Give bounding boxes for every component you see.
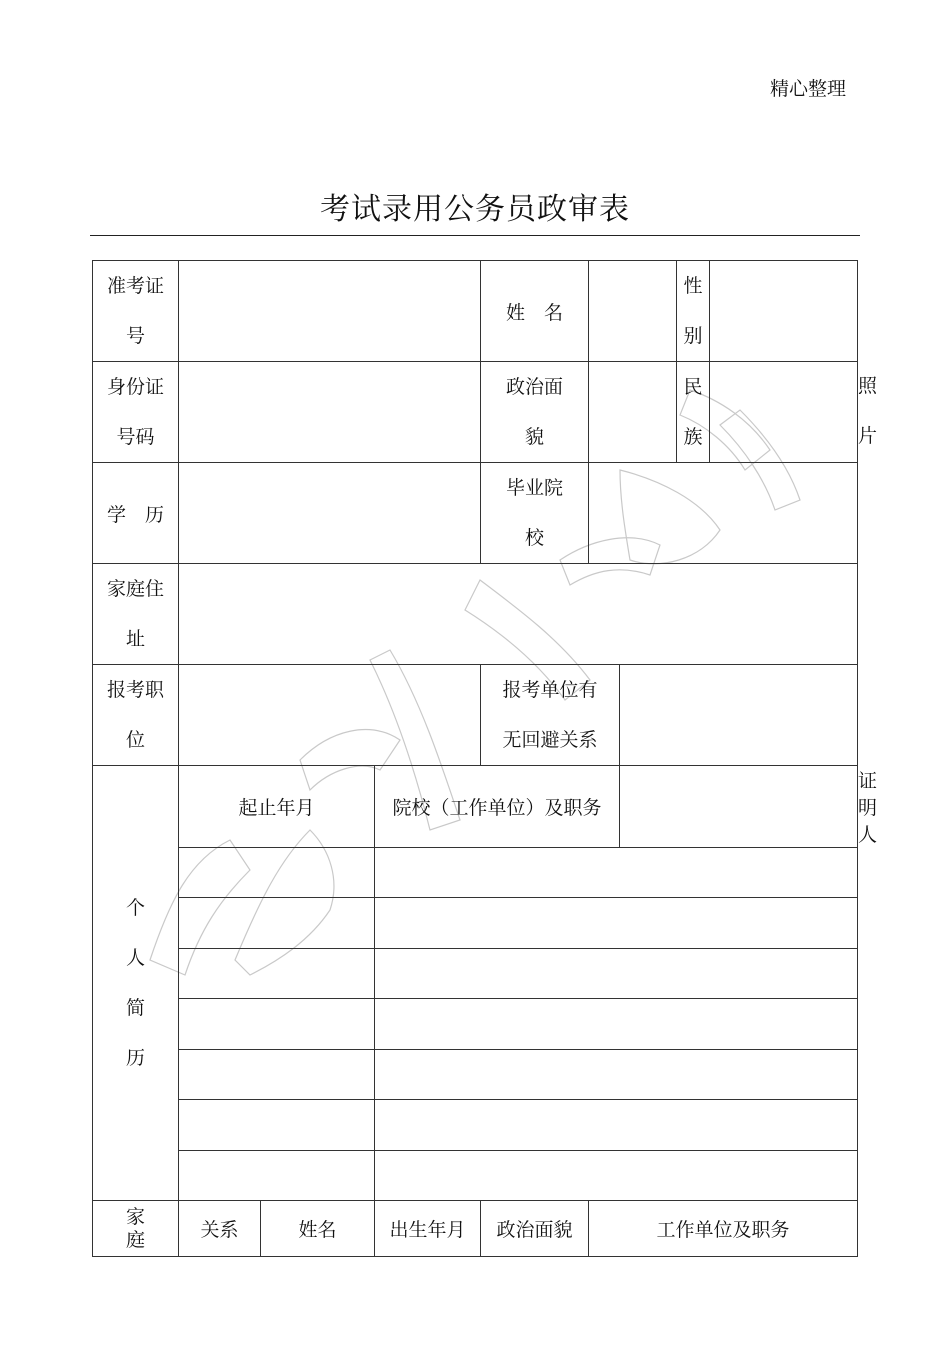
resume-header-institution: 院校（工作单位）及职务 bbox=[375, 766, 620, 848]
name-label: 姓 名 bbox=[481, 261, 589, 362]
home-address-label: 家庭住 址 bbox=[93, 564, 179, 665]
id-no-field[interactable] bbox=[179, 362, 481, 463]
resume-institution-cell[interactable] bbox=[375, 1151, 858, 1201]
name-field[interactable] bbox=[589, 261, 677, 362]
table-row bbox=[93, 898, 858, 949]
ethnicity-field[interactable] bbox=[710, 362, 858, 463]
resume-period-cell[interactable] bbox=[179, 999, 375, 1050]
page-title: 考试录用公务员政审表 bbox=[320, 192, 630, 227]
admission-no-label: 准考证 号 bbox=[93, 261, 179, 362]
resume-period-cell[interactable] bbox=[179, 1151, 375, 1201]
resume-period-cell[interactable] bbox=[179, 1100, 375, 1151]
table-row bbox=[93, 1151, 858, 1201]
table-row bbox=[93, 1100, 858, 1151]
id-no-label: 身份证 号码 bbox=[93, 362, 179, 463]
education-label: 学 历 bbox=[93, 463, 179, 564]
gender-field[interactable] bbox=[710, 261, 858, 362]
graduated-school-label: 毕业院 校 bbox=[481, 463, 589, 564]
resume-period-cell[interactable] bbox=[179, 898, 375, 949]
applied-position-label: 报考职 位 bbox=[93, 665, 179, 766]
avoidance-field[interactable] bbox=[620, 665, 858, 766]
resume-period-cell[interactable] bbox=[179, 1050, 375, 1100]
resume-label: 个 人 简 历 bbox=[93, 766, 179, 1201]
home-address-field[interactable] bbox=[179, 564, 858, 665]
resume-header-spacer bbox=[620, 766, 858, 848]
resume-institution-cell[interactable] bbox=[375, 1050, 858, 1100]
family-header-relation: 关系 bbox=[179, 1201, 261, 1257]
political-status-field[interactable] bbox=[589, 362, 677, 463]
resume-institution-cell[interactable] bbox=[375, 999, 858, 1050]
title-divider bbox=[90, 235, 860, 236]
family-header-workplace: 工作单位及职务 bbox=[589, 1201, 858, 1257]
resume-period-cell[interactable] bbox=[179, 848, 375, 898]
resume-institution-cell[interactable] bbox=[375, 1100, 858, 1151]
resume-institution-cell[interactable] bbox=[375, 898, 858, 949]
family-header-birth: 出生年月 bbox=[375, 1201, 481, 1257]
table-row bbox=[93, 999, 858, 1050]
resume-period-cell[interactable] bbox=[179, 949, 375, 999]
applied-position-field[interactable] bbox=[179, 665, 481, 766]
table-row bbox=[93, 848, 858, 898]
admission-no-field[interactable] bbox=[179, 261, 481, 362]
resume-institution-cell[interactable] bbox=[375, 848, 858, 898]
header-note: 精心整理 bbox=[770, 78, 847, 100]
education-field[interactable] bbox=[179, 463, 481, 564]
gender-label: 性 别 bbox=[677, 261, 710, 362]
family-label: 家 庭 bbox=[93, 1201, 179, 1257]
review-form-table: 准考证 号 姓 名 性 别 照 片 身份证 号码 政治面 貌 民 族 学 历 毕业院 校 家庭住 址 报考职 位 报考单位有 无回避关系 个 人 简 历 起止年月 院校（工作单位）及职务 证明人 家 庭 关系 姓名 出生年月 政治面貌 工作单位及职务 bbox=[92, 260, 858, 1257]
ethnicity-label: 民 族 bbox=[677, 362, 710, 463]
family-header-name: 姓名 bbox=[261, 1201, 375, 1257]
political-status-label: 政治面 貌 bbox=[481, 362, 589, 463]
resume-institution-cell[interactable] bbox=[375, 949, 858, 999]
table-row bbox=[93, 1050, 858, 1100]
graduated-school-field[interactable] bbox=[589, 463, 858, 564]
family-header-political: 政治面貌 bbox=[481, 1201, 589, 1257]
table-row bbox=[93, 949, 858, 999]
avoidance-label: 报考单位有 无回避关系 bbox=[481, 665, 620, 766]
resume-header-period: 起止年月 bbox=[179, 766, 375, 848]
